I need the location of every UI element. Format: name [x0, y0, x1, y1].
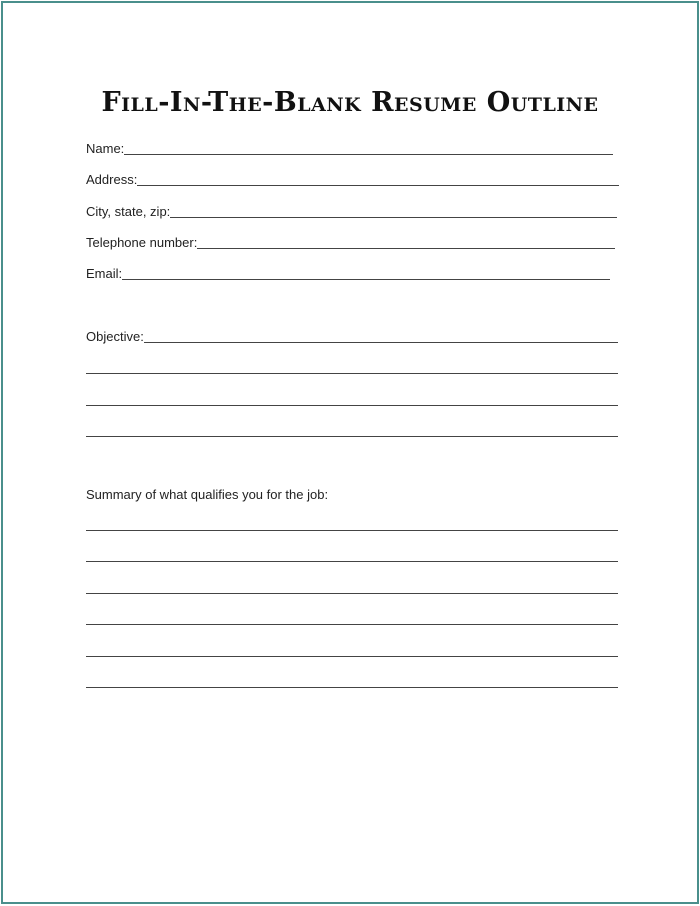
address-field[interactable]: [86, 170, 619, 188]
city-state-zip-field[interactable]: [86, 202, 617, 220]
name-label: Name:: [86, 141, 125, 156]
summary-line-2[interactable]: [86, 561, 618, 562]
summary-line-5[interactable]: [86, 656, 618, 657]
objective-label: Objective:: [86, 329, 144, 344]
telephone-field[interactable]: [86, 233, 615, 251]
telephone-blank-line[interactable]: [197, 248, 615, 249]
email-label: Email:: [86, 266, 123, 281]
objective-line-2[interactable]: [86, 373, 618, 374]
address-blank-line[interactable]: [137, 185, 619, 186]
address-label: Address:: [86, 172, 138, 187]
city-state-zip-label: City, state, zip:: [86, 204, 171, 219]
summary-line-6[interactable]: [86, 687, 618, 688]
objective-line-4[interactable]: [86, 436, 618, 437]
email-blank-line[interactable]: [122, 279, 610, 280]
email-field[interactable]: [86, 264, 610, 282]
summary-label: Summary of what qualifies you for the job:: [86, 487, 329, 502]
objective-blank-line[interactable]: [144, 342, 618, 343]
city-state-zip-blank-line[interactable]: [170, 217, 617, 218]
page-title: Fill-In-The-Blank Resume Outline: [101, 87, 599, 118]
resume-outline-page: [1, 1, 699, 904]
objective-line-3[interactable]: [86, 405, 618, 406]
telephone-label: Telephone number:: [86, 235, 198, 250]
name-blank-line[interactable]: [124, 154, 613, 155]
objective-field[interactable]: [86, 327, 618, 345]
summary-line-1[interactable]: [86, 530, 618, 531]
summary-line-3[interactable]: [86, 593, 618, 594]
name-field[interactable]: [86, 139, 613, 157]
summary-line-4[interactable]: [86, 624, 618, 625]
